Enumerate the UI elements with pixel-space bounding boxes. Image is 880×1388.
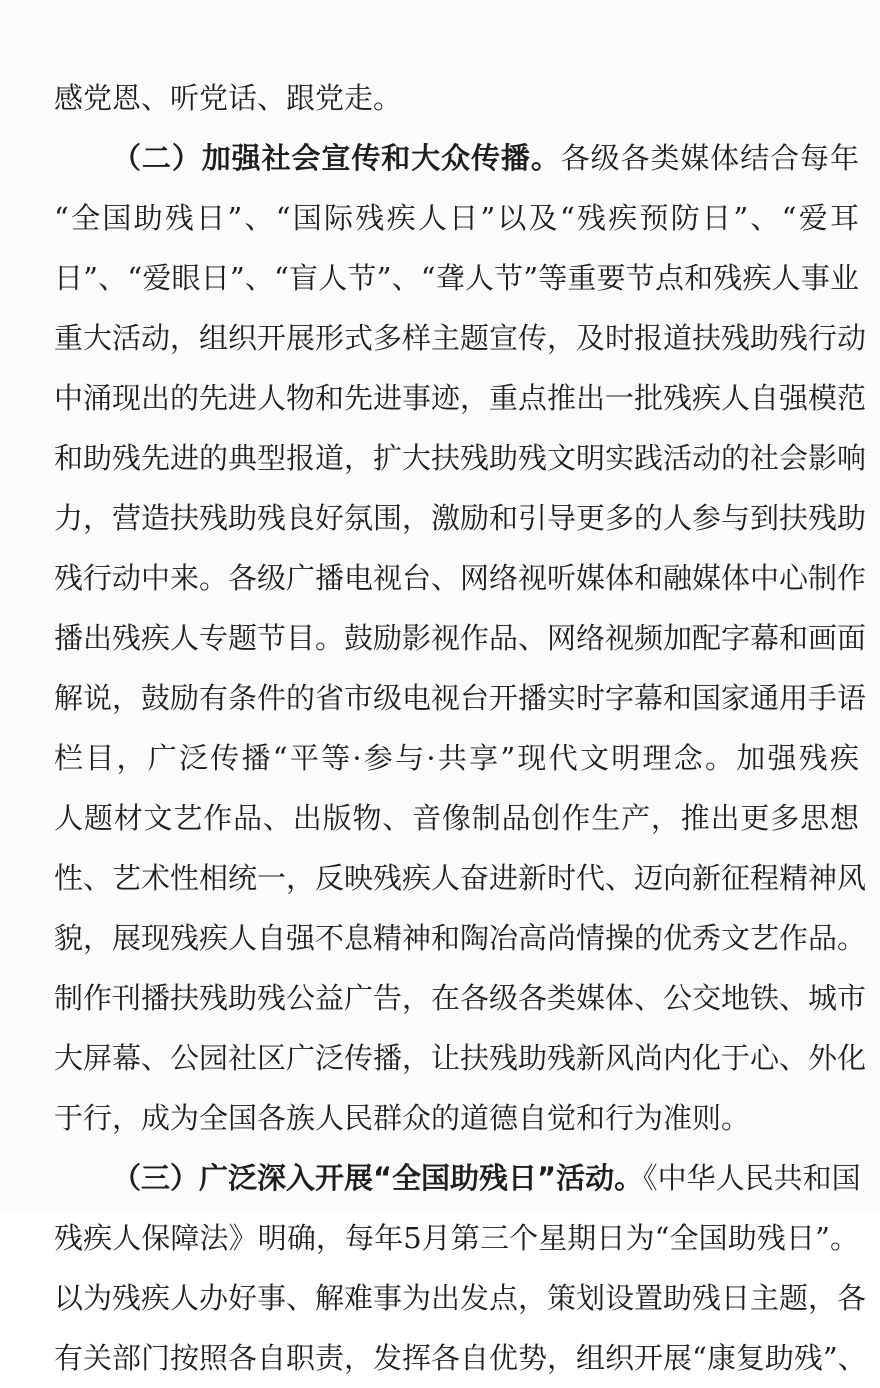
line-text: 中涌现出的先进人物和先进事迹，重点推出一批残疾人自强模范 — [54, 381, 867, 415]
text-line — [54, 608, 867, 668]
text-line — [54, 1328, 867, 1388]
line-text: 日”、“爱眼日”、“盲人节”、“聋人节”等重要节点和残疾人事业 — [54, 261, 859, 295]
line-text: 重大活动，组织开展形式多样主题宣传，及时报道扶残助残行动 — [54, 321, 867, 355]
text-line — [54, 968, 867, 1028]
section-heading: （三）广泛深入开展“全国助残日”活动。 — [112, 1161, 644, 1195]
line-text: 有关部门按照各自职责，发挥各自优势，组织开展“康复助残”、 — [54, 1341, 867, 1375]
line-text: 感党恩、听党话、跟党走。 — [54, 81, 403, 115]
line-text: 力，营造扶残助残良好氛围，激励和引导更多的人参与到扶残助 — [54, 501, 867, 535]
line-text: “全国助残日”、“国际残疾人日”以及“残疾预防日”、“爱耳 — [54, 201, 859, 235]
line-text: 人题材文艺作品、出版物、音像制品创作生产，推出更多思想 — [54, 801, 859, 835]
line-text: 大屏幕、公园社区广泛传播，让扶残助残新风尚内化于心、外化 — [54, 1041, 867, 1075]
line-text: 各级各类媒体结合每年 — [560, 141, 859, 175]
line-text: 残行动中来。各级广播电视台、网络视听媒体和融媒体中心制作 — [54, 561, 867, 595]
line-text: 制作刊播扶残助残公益广告，在各级各类媒体、公交地铁、城市 — [54, 981, 867, 1015]
document-body — [54, 68, 867, 1388]
line-text: 性、艺术性相统一，反映残疾人奋进新时代、迈向新征程精神风 — [54, 861, 867, 895]
text-line — [54, 428, 867, 488]
text-line — [54, 1148, 859, 1208]
text-line — [54, 728, 859, 788]
line-text: 栏目，广泛传播“平等·参与·共享”现代文明理念。加强残疾 — [54, 741, 859, 775]
text-line — [54, 308, 867, 368]
line-text: 貌，展现残疾人自强不息精神和陶冶高尚情操的优秀文艺作品。 — [54, 921, 867, 955]
text-line — [54, 848, 867, 908]
section-heading: （二）加强社会宣传和大众传播。 — [112, 141, 561, 175]
text-line — [54, 1268, 867, 1328]
line-text: 于行，成为全国各族人民群众的道德自觉和行为准则。 — [54, 1101, 751, 1135]
line-text: 以为残疾人办好事、解难事为出发点，策划设置助残日主题，各 — [54, 1281, 867, 1315]
text-line — [54, 668, 867, 728]
line-text: 和助残先进的典型报道，扩大扶残助残文明实践活动的社会影响 — [54, 441, 867, 475]
text-line — [54, 248, 859, 308]
text-line — [54, 368, 867, 428]
text-line — [54, 908, 867, 968]
line-text: 残疾人保障法》明确，每年5月第三个星期日为“全国助残日”。 — [54, 1221, 859, 1255]
text-line — [54, 548, 867, 608]
text-line — [54, 788, 859, 848]
text-line — [54, 68, 859, 128]
line-text: 《中华人民共和国 — [643, 1161, 861, 1195]
text-line — [54, 128, 859, 188]
text-line — [54, 488, 867, 548]
line-text: 播出残疾人专题节目。鼓励影视作品、网络视频加配字幕和画面 — [54, 621, 867, 655]
text-line — [54, 1028, 867, 1088]
line-text: 解说，鼓励有条件的省市级电视台开播实时字幕和国家通用手语 — [54, 681, 867, 715]
text-line — [54, 188, 859, 248]
text-line — [54, 1088, 859, 1148]
text-line — [54, 1208, 859, 1268]
